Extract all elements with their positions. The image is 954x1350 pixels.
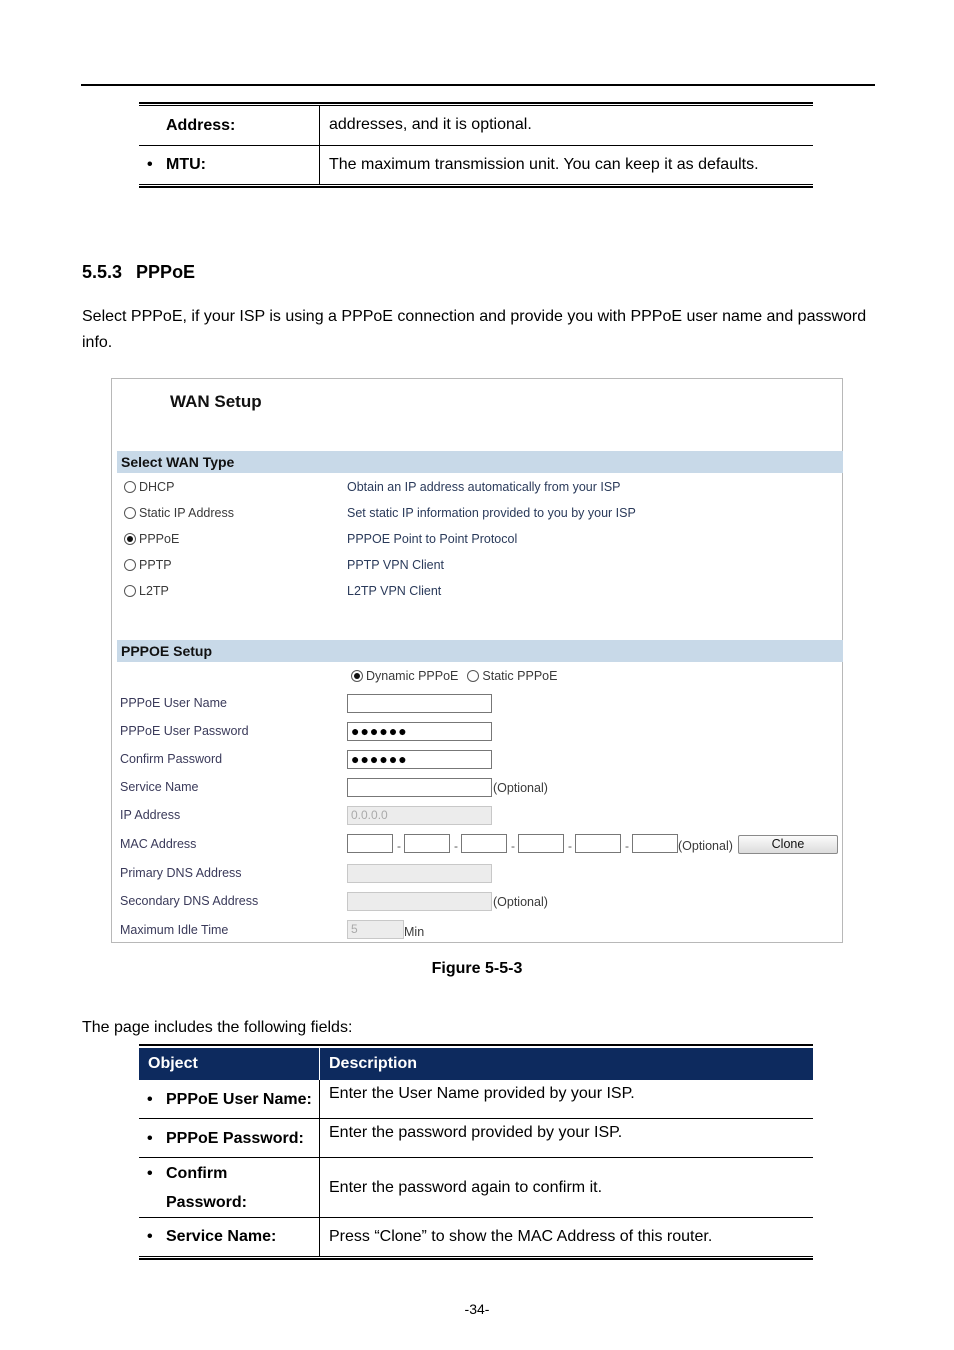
ip-address-label: IP Address <box>120 808 181 822</box>
option-label: PPPoE <box>139 532 180 546</box>
bullet: • <box>147 1130 153 1147</box>
clone-button[interactable]: Clone <box>738 835 838 854</box>
mac-separator: - <box>568 839 572 853</box>
option-description: PPPOE Point to Point Protocol <box>347 532 518 546</box>
radio-selected-icon[interactable] <box>124 533 136 545</box>
option-label: Static IP Address <box>139 506 234 520</box>
section-heading <box>82 262 195 283</box>
wan-setup-screenshot <box>111 378 843 943</box>
description-cell: Enter the password again to confirm it. <box>329 1178 603 1196</box>
wan-setup-title: WAN Setup <box>170 392 262 411</box>
object-cell <box>139 146 320 184</box>
wan-option-static-ip[interactable] <box>124 503 824 523</box>
object-cell <box>139 1218 320 1256</box>
option-description: Obtain an IP address automatically from your ISP <box>347 480 621 494</box>
max-idle-unit: Min <box>404 925 425 939</box>
section-intro: Select PPPoE, if your ISP is using a PPPoE connection and provide you with PPPoE user name and password info. <box>82 308 867 351</box>
description-cell: addresses, and it is optional. <box>329 116 532 133</box>
wan-option-pptp[interactable] <box>124 555 824 575</box>
bullet: • <box>147 1091 153 1108</box>
primary-dns-label: Primary DNS Address <box>120 866 242 880</box>
object-cell <box>139 1119 320 1157</box>
confirm-password-input[interactable]: ●●●●●● <box>347 750 492 769</box>
user-name-label: PPPoE User Name <box>120 696 227 710</box>
password-label: PPPoE User Password <box>120 724 249 738</box>
confirm-password-label: Confirm Password <box>120 752 223 766</box>
radio-icon[interactable] <box>124 585 136 597</box>
max-idle-input: 5 <box>347 920 404 939</box>
secondary-dns-optional-note: (Optional) <box>493 895 548 909</box>
object-cell <box>139 1080 320 1118</box>
fields-table <box>139 1044 813 1260</box>
user-name-input[interactable] <box>347 694 492 713</box>
header-rule <box>81 84 875 86</box>
wan-option-l2tp[interactable] <box>124 581 824 601</box>
option-label: PPTP <box>139 558 172 572</box>
table-row <box>139 1218 813 1256</box>
table-row <box>139 1080 813 1119</box>
option-description: L2TP VPN Client <box>347 584 442 598</box>
description-cell: The maximum transmission unit. You can keep it as defaults. <box>329 156 759 173</box>
mac-octet-input[interactable] <box>347 834 393 853</box>
radio-selected-icon[interactable] <box>351 670 363 682</box>
mac-address-label: MAC Address <box>120 837 197 851</box>
ip-address-input: 0.0.0.0 <box>347 806 492 825</box>
static-pppoe-label[interactable]: Static PPPoE <box>482 669 558 683</box>
object-label: Address: <box>166 116 236 134</box>
secondary-dns-input <box>347 892 492 911</box>
mac-octet-input[interactable] <box>575 834 621 853</box>
option-label: DHCP <box>139 480 175 494</box>
bullet: • <box>147 1228 153 1245</box>
object-label: Confirm <box>166 1164 228 1182</box>
radio-icon[interactable] <box>124 559 136 571</box>
mac-octet-input[interactable] <box>461 834 507 853</box>
primary-dns-input <box>347 864 492 883</box>
mac-optional-note: (Optional) <box>678 839 733 853</box>
object-label: PPPoE Password: <box>166 1130 304 1147</box>
mac-separator: - <box>397 839 401 853</box>
mac-octet-input[interactable] <box>404 834 450 853</box>
radio-icon[interactable] <box>124 481 136 493</box>
object-cell <box>139 1158 320 1217</box>
section-number: 5.5.3 <box>82 262 123 282</box>
header-object: Object <box>139 1048 320 1080</box>
page-number: -34- <box>464 1301 490 1317</box>
mac-separator: - <box>625 839 629 853</box>
table-row <box>139 146 813 184</box>
mac-octet-input[interactable] <box>632 834 678 853</box>
table-bottom-border <box>139 1256 813 1260</box>
mac-octet-input[interactable] <box>518 834 564 853</box>
object-label: Password: <box>166 1193 247 1211</box>
section-title: PPPoE <box>136 262 196 282</box>
service-name-input[interactable] <box>347 778 492 797</box>
bullet: • <box>147 1164 153 1182</box>
figure-caption: Figure 5-5-3 <box>431 960 523 977</box>
mac-separator: - <box>454 839 458 853</box>
option-description: PPTP VPN Client <box>347 558 445 572</box>
table-bottom-border <box>139 184 813 188</box>
description-cell: Press “Clone” to show the MAC Address of this router. <box>329 1228 713 1245</box>
continuation-table <box>139 102 813 188</box>
table-row <box>139 106 813 146</box>
object-label: MTU: <box>166 156 206 173</box>
option-description: Set static IP information provided to you by your ISP <box>347 506 636 520</box>
secondary-dns-label: Secondary DNS Address <box>120 894 259 908</box>
object-cell <box>139 106 320 145</box>
bullet: • <box>147 156 153 173</box>
fields-intro: The page includes the following fields: <box>82 1019 353 1036</box>
service-optional-note: (Optional) <box>493 781 548 795</box>
dynamic-pppoe-label[interactable]: Dynamic PPPoE <box>366 669 459 683</box>
pppoe-setup-band: PPPOE Setup <box>117 640 843 662</box>
header-description: Description <box>329 1055 418 1072</box>
mac-separator: - <box>511 839 515 853</box>
table-header <box>139 1048 813 1080</box>
object-label: Service Name: <box>166 1228 277 1245</box>
service-name-label: Service Name <box>120 780 199 794</box>
wan-option-dhcp[interactable] <box>124 477 824 497</box>
radio-icon[interactable] <box>124 507 136 519</box>
object-label: PPPoE User Name: <box>166 1091 312 1108</box>
max-idle-label: Maximum Idle Time <box>120 923 229 937</box>
description-cell: Enter the User Name provided by your ISP. <box>329 1085 635 1102</box>
table-row <box>139 1119 813 1158</box>
password-input[interactable]: ●●●●●● <box>347 722 492 741</box>
radio-icon[interactable] <box>467 670 479 682</box>
wan-option-pppoe[interactable] <box>124 529 824 549</box>
option-label: L2TP <box>139 584 169 598</box>
description-cell: Enter the password provided by your ISP. <box>329 1124 623 1141</box>
pppoe-mode-group <box>351 669 557 683</box>
select-wan-type-band: Select WAN Type <box>117 451 843 473</box>
table-row <box>139 1158 813 1218</box>
